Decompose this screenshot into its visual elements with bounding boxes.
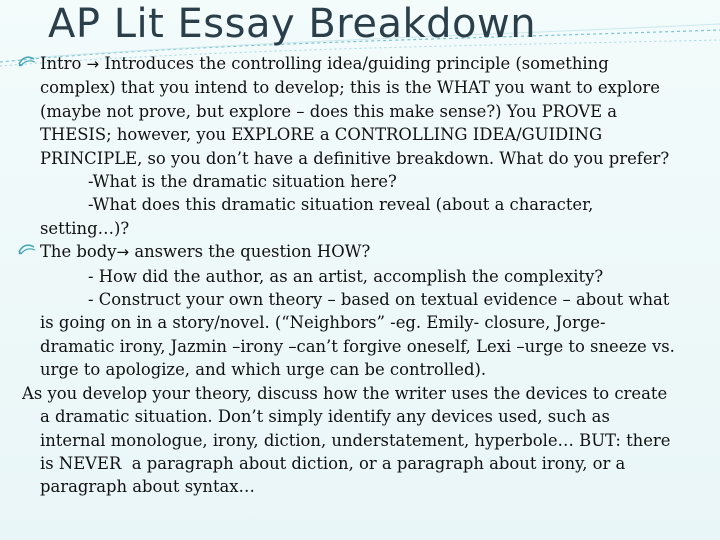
intro-question-1: -What is the dramatic situation here?: [88, 172, 397, 192]
intro-bullet: [18, 52, 708, 76]
intro-line-5: PRINCIPLE, so you don’t have a definitive breakdown. What do you prefer?: [40, 148, 670, 168]
page-title: AP Lit Essay Breakdown: [48, 1, 537, 47]
arrow-right-icon: →: [86, 55, 100, 73]
intro-question-2-cont: setting…)?: [40, 218, 130, 238]
body-question-2-cont-1: is going on in a story/novel. (“Neighbors” -eg. Emily- closure, Jorge-: [40, 313, 606, 333]
arrow-right-icon: →: [116, 243, 130, 262]
body-question-2-cont-3: urge to apologize, and which urge can be controlled).: [40, 360, 487, 380]
intro-line-1: Introduces the controlling idea/guiding principle (something: [104, 54, 609, 73]
closing-line-1: As you develop your theory, discuss how the writer uses the devices to create: [22, 383, 668, 403]
body-question-2: - Construct your own theory – based on textual evidence – about what: [88, 290, 670, 310]
intro-line-3: (maybe not prove, but explore – does this make sense?) You PROVE a: [40, 101, 618, 121]
closing-line-4: is NEVER a paragraph about diction, or a paragraph about irony, or a: [40, 453, 626, 473]
intro-line-4: THESIS; however, you EXPLORE a CONTROLLING IDEA/GUIDING: [40, 125, 603, 145]
intro-question-2: -What does this dramatic situation reveal (about a character,: [88, 195, 594, 215]
flourish-bullet-icon: [18, 242, 36, 256]
intro-label: Intro: [40, 54, 82, 73]
body-rest: answers the question HOW?: [134, 242, 371, 262]
intro-line-2: complex) that you intend to develop; this is the WHAT you want to explore: [40, 78, 660, 98]
flourish-bullet-icon: [18, 54, 36, 68]
closing-line-3: internal monologue, irony, diction, understatement, hyperbole… BUT: there: [40, 430, 671, 450]
body-question-2-cont-2: dramatic irony, Jazmin –irony –can’t forgive oneself, Lexi –urge to sneeze vs.: [40, 336, 675, 356]
closing-line-2: a dramatic situation. Don’t simply identify any devices used, such as: [40, 407, 610, 427]
body-label: The body: [40, 242, 117, 262]
content-body: [18, 52, 708, 499]
closing-line-5: paragraph about syntax…: [40, 477, 255, 497]
body-bullet: [18, 240, 708, 264]
body-question-1: - How did the author, as an artist, accomplish the complexity?: [88, 266, 604, 286]
